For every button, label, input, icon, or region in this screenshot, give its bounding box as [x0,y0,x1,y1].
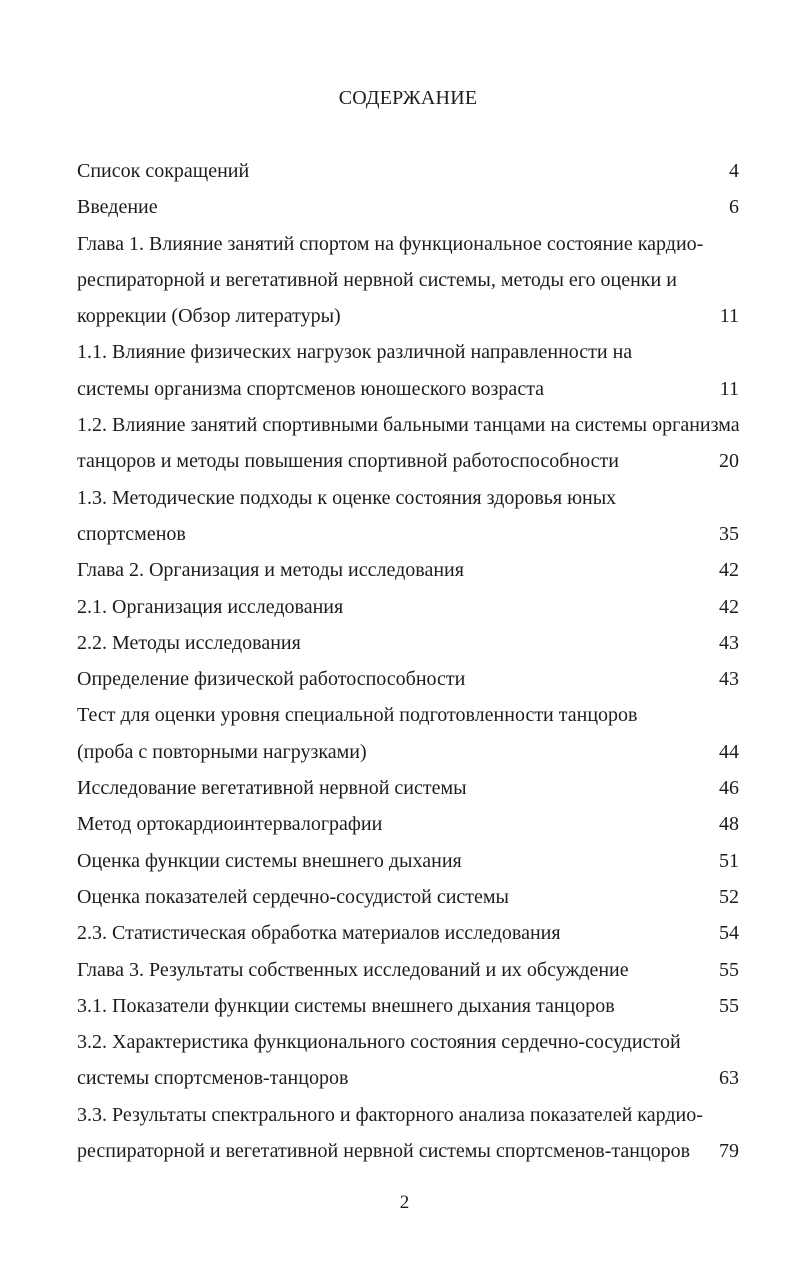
page-title: СОДЕРЖАНИЕ [338,87,478,109]
toc-entry [77,770,739,806]
toc-page-number: 46 [719,777,739,800]
toc-entry-text: Введение [77,196,158,219]
toc-page-number: 4 [729,160,739,182]
toc-entry-line [77,697,739,733]
toc-entry [77,334,739,407]
toc-entry [77,1024,739,1097]
table-of-contents [77,153,739,1169]
toc-entry-line [77,1024,739,1060]
toc-entry [77,988,739,1024]
toc-entry-line [77,334,739,370]
toc-entry-text: Оценка показателей сердечно-сосудистой системы [77,885,509,908]
toc-entry-line [77,1060,739,1096]
toc-entry-text: системы спортсменов-танцоров [77,1067,349,1090]
toc-page-number: 44 [719,740,739,763]
toc-entry-line [77,226,739,262]
page-number: 2 [399,1192,410,1213]
toc-entry-text: Глава 1. Влияние занятий спортом на функциональное состояние кардио- [77,232,704,255]
toc-entry-text: танцоров и методы повышения спортивной работоспособности [77,450,619,473]
toc-entry [77,879,739,915]
toc-entry-text: коррекции (Обзор литературы) [77,305,341,328]
toc-entry-text: респираторной и вегетативной нервной системы, методы его оценки и [77,268,677,291]
toc-entry-text: Исследование вегетативной нервной системы [77,777,467,800]
toc-entry [77,915,739,951]
toc-page-number: 35 [719,522,739,545]
toc-entry-line [77,1133,739,1169]
toc-entry-line [77,879,739,915]
toc-entry-line [77,443,739,479]
toc-entry-line [77,625,739,661]
toc-entry-text: (проба с повторными нагрузками) [77,740,367,763]
toc-entry [77,552,739,588]
toc-entry-text: 1.3. Методические подходы к оценке состояния здоровья юных [77,486,617,509]
toc-entry-line [77,189,739,225]
toc-entry-line [77,480,739,516]
toc-entry-line [77,153,739,189]
toc-page-number: 52 [719,885,739,908]
toc-entry-line [77,262,739,298]
toc-entry-line [77,552,739,588]
toc-entry [77,153,739,189]
toc-entry-text: 2.1. Организация исследования [77,595,344,618]
toc-page-number: 20 [719,450,739,473]
toc-entry-text: Список сокращений [77,160,250,182]
toc-page-number: 43 [719,668,739,691]
toc-entry-text: 2.3. Статистическая обработка материалов исследования [77,922,561,945]
toc-entry-text: 1.2. Влияние занятий спортивными бальными танцами на системы организма [77,414,740,437]
toc-page-number: 79 [719,1140,739,1163]
toc-entry-text: Глава 3. Результаты собственных исследований и их обсуждение [77,958,629,981]
toc-entry [77,226,739,335]
toc-entry-line [77,407,739,443]
toc-entry [77,480,739,553]
toc-entry-line [77,770,739,806]
toc-page-number: 54 [719,922,739,945]
toc-page-number: 63 [719,1067,739,1090]
toc-entry-line [77,843,739,879]
toc-entry [77,625,739,661]
toc-entry-text: Глава 2. Организация и методы исследования [77,559,464,582]
toc-entry-line [77,952,739,988]
toc-entry-text: Определение физической работоспособности [77,668,466,691]
toc-entry [77,1097,739,1170]
toc-page-number: 55 [719,958,739,981]
toc-entry-text: 3.3. Результаты спектрального и факторного анализа показателей кардио- [77,1103,703,1126]
toc-entry-text: Метод ортокардиоинтервалографии [77,813,383,836]
toc-page-number: 42 [719,595,739,618]
toc-entry-line [77,915,739,951]
toc-entry-text: 1.1. Влияние физических нагрузок различной направленности на [77,341,633,364]
toc-entry-line [77,1097,739,1133]
toc-entry [77,843,739,879]
toc-entry [77,806,739,842]
toc-entry-text: спортсменов [77,522,186,545]
toc-entry [77,407,739,480]
toc-entry-text: респираторной и вегетативной нервной системы спортсменов-танцоров [77,1140,691,1163]
toc-entry-line [77,734,739,770]
toc-entry [77,952,739,988]
toc-entry-text: 3.1. Показатели функции системы внешнего дыхания танцоров [77,994,615,1017]
toc-page-number: 6 [729,196,739,219]
toc-entry-line [77,661,739,697]
toc-entry-text: Тест для оценки уровня специальной подготовленности танцоров [77,704,638,727]
toc-entry-line [77,298,739,334]
toc-entry [77,697,739,770]
toc-page-number: 55 [719,994,739,1017]
toc-entry-line [77,806,739,842]
toc-entry-text: системы организма спортсменов юношеского возраста [77,377,545,400]
toc-page-number: 42 [719,559,739,582]
toc-entry [77,589,739,625]
toc-page-number: 48 [719,813,739,836]
toc-page-number: 11 [719,305,739,328]
toc-entry-line [77,589,739,625]
toc-entry-line [77,988,739,1024]
toc-entry-text: 3.2. Характеристика функционального состояния сердечно-сосудистой [77,1031,681,1054]
toc-page-number: 43 [719,631,739,654]
toc-entry-text: 2.2. Методы исследования [77,631,301,654]
toc-entry-line [77,371,739,407]
toc-entry-text: Оценка функции системы внешнего дыхания [77,849,462,872]
toc-page-number: 11 [719,377,739,400]
toc-page-number: 51 [719,849,739,872]
toc-entry-line [77,516,739,552]
toc-entry [77,661,739,697]
toc-entry [77,189,739,225]
